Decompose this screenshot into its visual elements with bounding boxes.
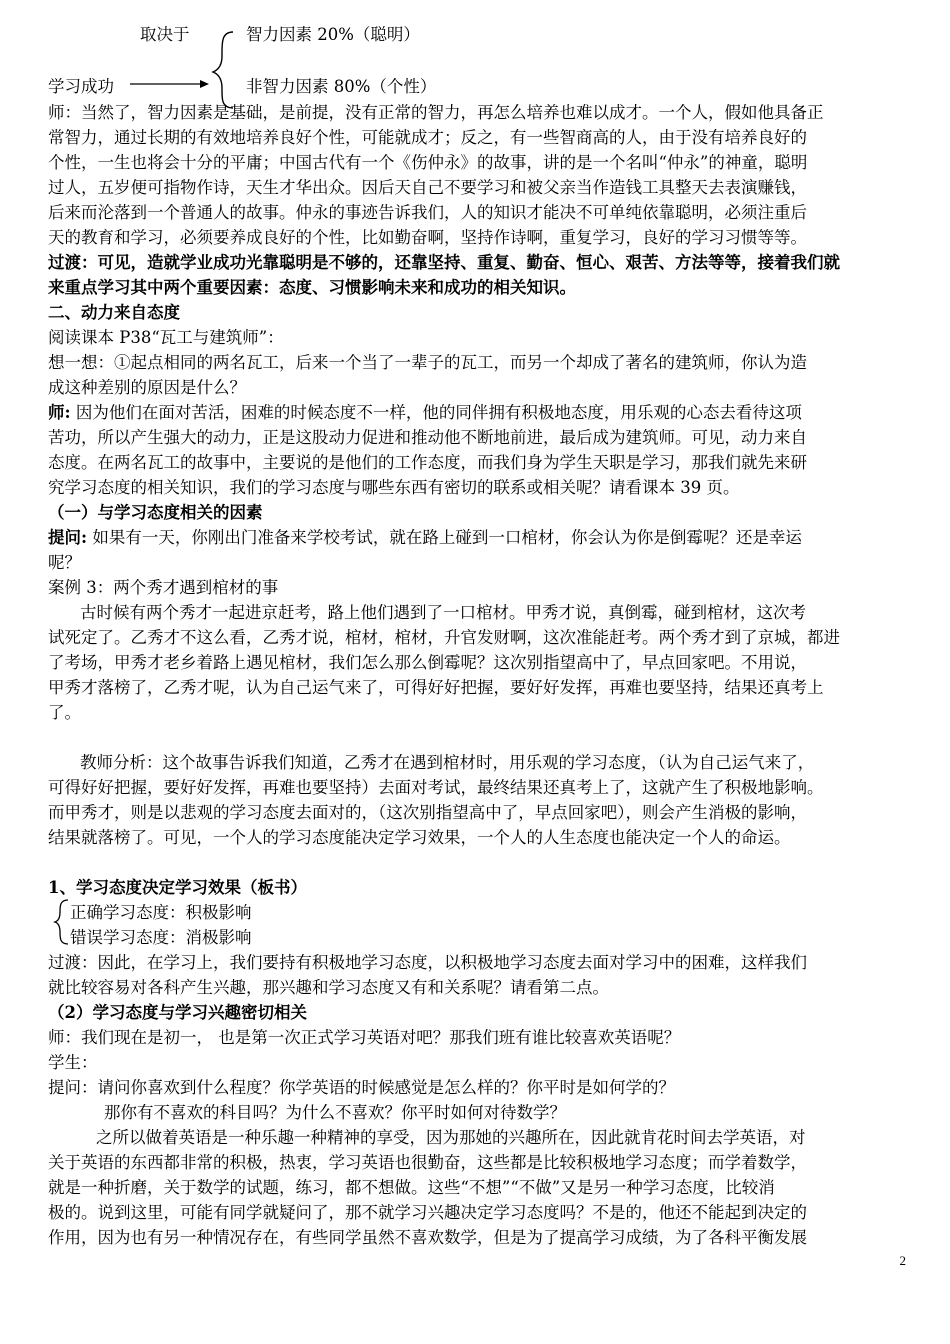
story-line: 试死定了。乙秀才不这么看，乙秀才说，棺材，棺材，升官发财啊，这次准能赶考。两个秀才到了京城，都进 (48, 628, 840, 647)
ask-label: 提问: (48, 528, 88, 547)
p1-line: 常智力，通过长期的有效地培养良好个性，可能就成才；反之，有一些智商高的人，由于没有培养良好的 (48, 128, 807, 147)
correct-attitude: 正确学习态度：积极影响 (70, 903, 252, 922)
teacher-line: 苦功，所以产生强大的动力，正是这股动力促进和推动他不断地前进，最后成为建筑师。可见，动力来自 (48, 428, 807, 447)
analysis-line: 教师分析：这个故事告诉我们知道，乙秀才在遇到棺材时，用乐观的学习态度，（认为自己运气来了， (80, 753, 815, 772)
transition-line: 就比较容易对各科产生兴趣，那兴趣和学习态度又有和关系呢？请看第二点。 (48, 978, 609, 997)
transition-line: 来重点学习其中两个重要因素：态度、习惯影响未来和成功的相关知识。 (48, 278, 576, 297)
think-line: 想一想：①起点相同的两名瓦工，后来一个当了一辈子的瓦工，而另一个却成了著名的建筑师，你认为造 (48, 353, 807, 372)
story-line: 了。 (48, 703, 81, 722)
p1-line: 师：当然了，智力因素是基础，是前提，没有正常的智力，再怎么培养也难以成才。一个人，假如他具备正 (48, 103, 824, 122)
ask-line: 呢？ (48, 553, 81, 572)
story-line: 古时候有两个秀才一起进京赶考，路上他们遇到了一口棺材。甲秀才说，真倒霉，碰到棺材，这次考 (80, 603, 806, 622)
intel-factor: 智力因素 20%（聪明） (246, 25, 420, 44)
final-line: 关于英语的东西都非常的积极，热衷，学习英语也很勤奋，这些都是比较积极地学习态度；而学着数学， (48, 1153, 807, 1172)
transition-line: 过渡：可见，造就学业成功光靠聪明是不够的，还靠坚持、重复、勤奋、恒心、艰苦、方法等等，接着我们就 (48, 253, 840, 272)
case-title: 案例 3：两个秀才遇到棺材的事 (48, 578, 279, 597)
story-line: 了考场，甲秀才老乡着路上遇见棺材，我们怎么那么倒霉呢？这次别指望高中了，早点回家吧。不用说， (48, 653, 807, 672)
p1-line: 后来而沦落到一个普通人的故事。仲永的事迹告诉我们，人的知识才能决不可单纯依靠聪明，必须注重后 (48, 203, 807, 222)
final-line: 就是一种折磨，关于数学的试题，练习，都不想做。这些“不想”“不做”又是另一种学习态度，比较消 (48, 1178, 775, 1197)
brace-icon (55, 900, 68, 944)
p1-line: 过人，五岁便可指物作诗，天生才华出众。因后天自己不要学习和被父亲当作造钱工具整天去表演赚钱， (48, 178, 807, 197)
p1-line: 天的教育和学习，必须要养成良好的个性，比如勤奋啊，坚持作诗啊，重复学习，良好的学习习惯等等。 (48, 228, 807, 247)
heading-1: 1、学习态度决定学习效果（板书） (48, 878, 307, 897)
page-number: 2 (899, 1253, 906, 1268)
ask-text: 如果有一天，你刚出门准备来学校考试，就在路上碰到一口棺材，你会认为你是倒霉呢？还是幸运 (87, 528, 802, 547)
analysis-line: 而甲秀才，则是以悲观的学习态度去面对的，（这次别指望高中了，早点回家吧），则会产生消极的影响， (48, 803, 807, 822)
reading-instruction: 阅读课本 P38“瓦工与建筑师”： (48, 328, 284, 347)
story-line: 甲秀才落榜了，乙秀才呢，认为自己运气来了，可得好好把握，要好好发挥，再难也要坚持，结果还真考上 (48, 678, 824, 697)
teacher-label: 师: (48, 403, 71, 422)
teacher-text: 因为他们在面对苦活，困难的时候态度不一样，他的同伴拥有积极地态度，用乐观的心态去看待这项 (70, 403, 802, 422)
subsection-heading: （一）与学习态度相关的因素 (48, 503, 263, 522)
ask-line: 那你有不喜欢的科目吗？为什么不喜欢？你平时如何对待数学？ (104, 1103, 566, 1122)
teacher-english-line: 师：我们现在是初一， 也是第一次正式学习英语对吧？那我们班有谁比较喜欢英语呢？ (48, 1028, 681, 1047)
final-line: 极的。说到这里，可能有同学就疑问了，那不就学习兴趣决定学习态度吗？不是的，他还不能起到决定的 (48, 1203, 807, 1222)
section-heading: 二、动力来自态度 (48, 303, 180, 322)
transition-line: 过渡：因此，在学习上，我们要持有积极地学习态度，以积极地学习态度去面对学习中的困难，这样我们 (48, 953, 807, 972)
student-line: 学生： (48, 1053, 98, 1072)
decides-on-label: 取决于 (140, 25, 190, 44)
teacher-line: 态度。在两名瓦工的故事中，主要说的是他们的工作态度，而我们身为学生天职是学习，那我们就先来研 (48, 453, 807, 472)
think-line: 成这种差别的原因是什么？ (48, 378, 246, 397)
ask-line: 提问：请问你喜欢到什么程度？你学英语的时候感觉是怎么样的？你平时是如何学的？ (48, 1078, 675, 1097)
wrong-attitude: 错误学习态度：消极影响 (70, 928, 252, 947)
analysis-line: 结果就落榜了。可见，一个人的学习态度能决定学习效果，一个人的人生态度也能决定一个人的命运。 (48, 828, 791, 847)
final-line: 作用，因为也有另一种情况存在，有些同学虽然不喜欢数学，但是为了提高学习成绩，为了各科平衡发展 (48, 1228, 807, 1247)
final-line: 之所以做着英语是一种乐趣一种精神的享受，因为那她的兴趣所在，因此就肯花时间去学英语，对 (96, 1128, 806, 1147)
p1-line: 个性，一生也将会十分的平庸；中国古代有一个《伤仲永》的故事，讲的是一个名叫“仲永”的神童，聪明 (48, 153, 808, 172)
teacher-line: 究学习态度的相关知识，我们的学习态度与哪些东西有密切的联系或相关呢？请看课本 39 页。 (48, 478, 740, 497)
analysis-line: 可得好好把握，要好好发挥，再难也要坚持）去面对考试，最终结果还真考上了，这就产生了积极地影响。 (48, 778, 824, 797)
heading-2: （2）学习态度与学习兴趣密切相关 (48, 1003, 307, 1022)
success-label: 学习成功 (48, 77, 114, 96)
nonintel-factor: 非智力因素 80%（个性） (246, 77, 437, 96)
